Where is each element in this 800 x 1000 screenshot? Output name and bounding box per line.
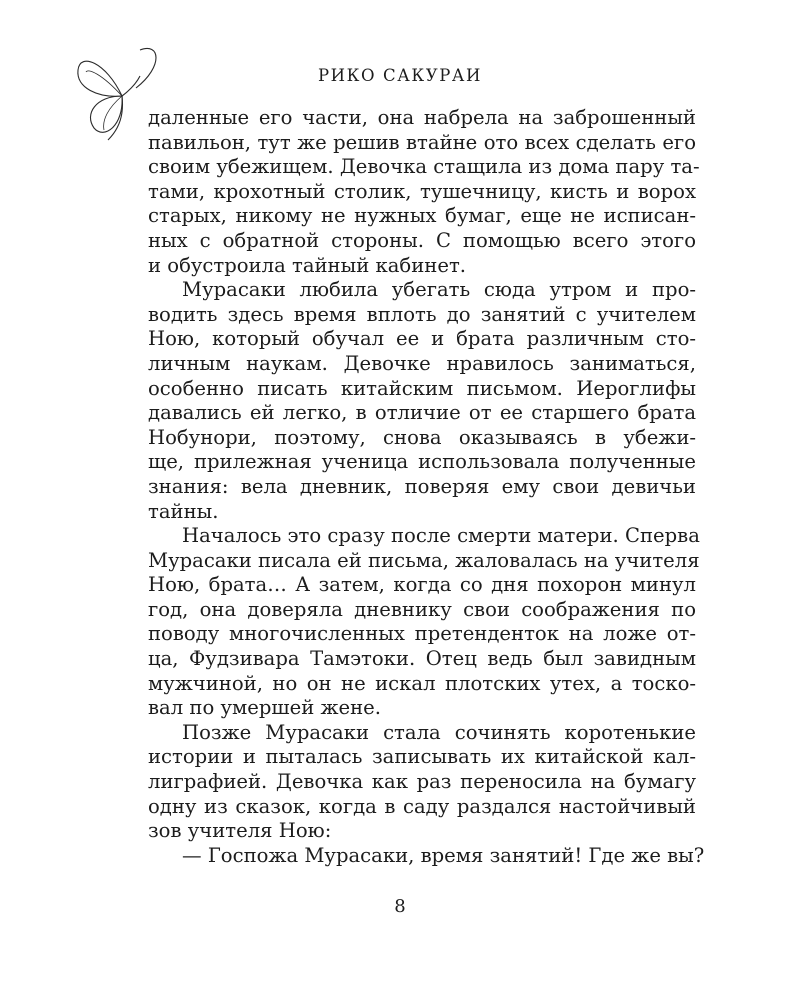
text-line: водить здесь время вплоть до занятий с учителем (148, 302, 696, 326)
text-line: тами, крохотный столик, тушечницу, кисть и ворох (148, 179, 696, 203)
page-number: 8 (394, 896, 406, 917)
text-line: ще, прилежная ученица использовала полученные (148, 450, 696, 474)
text-line: Мурасаки писала ей письма, жаловалась на учителя (148, 548, 700, 572)
text-line: тайны. (148, 499, 219, 523)
text-line: одну из сказок, когда в саду раздался настойчивый (148, 794, 696, 818)
text-line: особенно писать китайским письмом. Иероглифы (148, 376, 696, 400)
text-line: личным наукам. Девочке нравилось заниматься, (148, 351, 696, 375)
text-line: год, она доверяла дневнику свои соображения по (148, 597, 696, 621)
text-line: Нобунори, поэтому, снова оказываясь в убежи- (148, 425, 696, 449)
text-line: зов учителя Ною: (148, 819, 332, 843)
text-line: ных с обратной стороны. С помощью всего этого (148, 228, 696, 252)
text-line: Началось это сразу после смерти матери. Сперва (182, 524, 700, 548)
paragraph (148, 721, 696, 844)
text-line: лиграфией. Девочка как раз переносила на бумагу (148, 770, 696, 794)
text-line: Позже Мурасаки стала сочинять коротенькие (182, 720, 696, 744)
paragraph (148, 278, 696, 524)
text-line: старых, никому не нужных бумаг, еще не исписан- (148, 204, 696, 228)
butterfly-icon (68, 44, 160, 144)
text-line: и обустроила тайный кабинет. (148, 253, 467, 277)
paragraph (148, 106, 700, 278)
text-line: вал по умершей жене. (148, 696, 381, 720)
text-line: павильон, тут же решив втайне ото всех сделать его (148, 130, 696, 154)
text-line: даленные его части, она набрела на заброшенный (148, 106, 696, 129)
text-line: ца, Фудзивара Тамэтоки. Отец ведь был завидным (148, 647, 696, 671)
paragraph (148, 524, 700, 721)
paragraph (148, 843, 705, 869)
text-line: своим убежищем. Девочка стащила из дома пару та- (148, 155, 700, 179)
body-text (148, 106, 705, 868)
text-line: знания: вела дневник, поверяя ему свои девичьи (148, 474, 696, 498)
text-line: поводу многочисленных претенденток на ложе от- (148, 622, 696, 646)
text-line: давались ей легко, в отличие от ее старшего брата (148, 401, 696, 425)
text-line: Мурасаки любила убегать сюда утром и про- (182, 278, 696, 302)
text-line: истории и пыталась записывать их китайской кал- (148, 745, 696, 769)
text-line: Ною, который обучал ее и брата различным сто- (148, 327, 696, 351)
running-head: РИКО САКУРАИ (317, 66, 483, 85)
text-line: мужчиной, но он не искал плотских утех, а тоско- (148, 671, 696, 695)
text-line: Ною, брата… А затем, когда со дня похорон минул (148, 573, 696, 597)
dialogue-line: — Госпожа Мурасаки, время занятий! Где же вы? (182, 843, 705, 867)
